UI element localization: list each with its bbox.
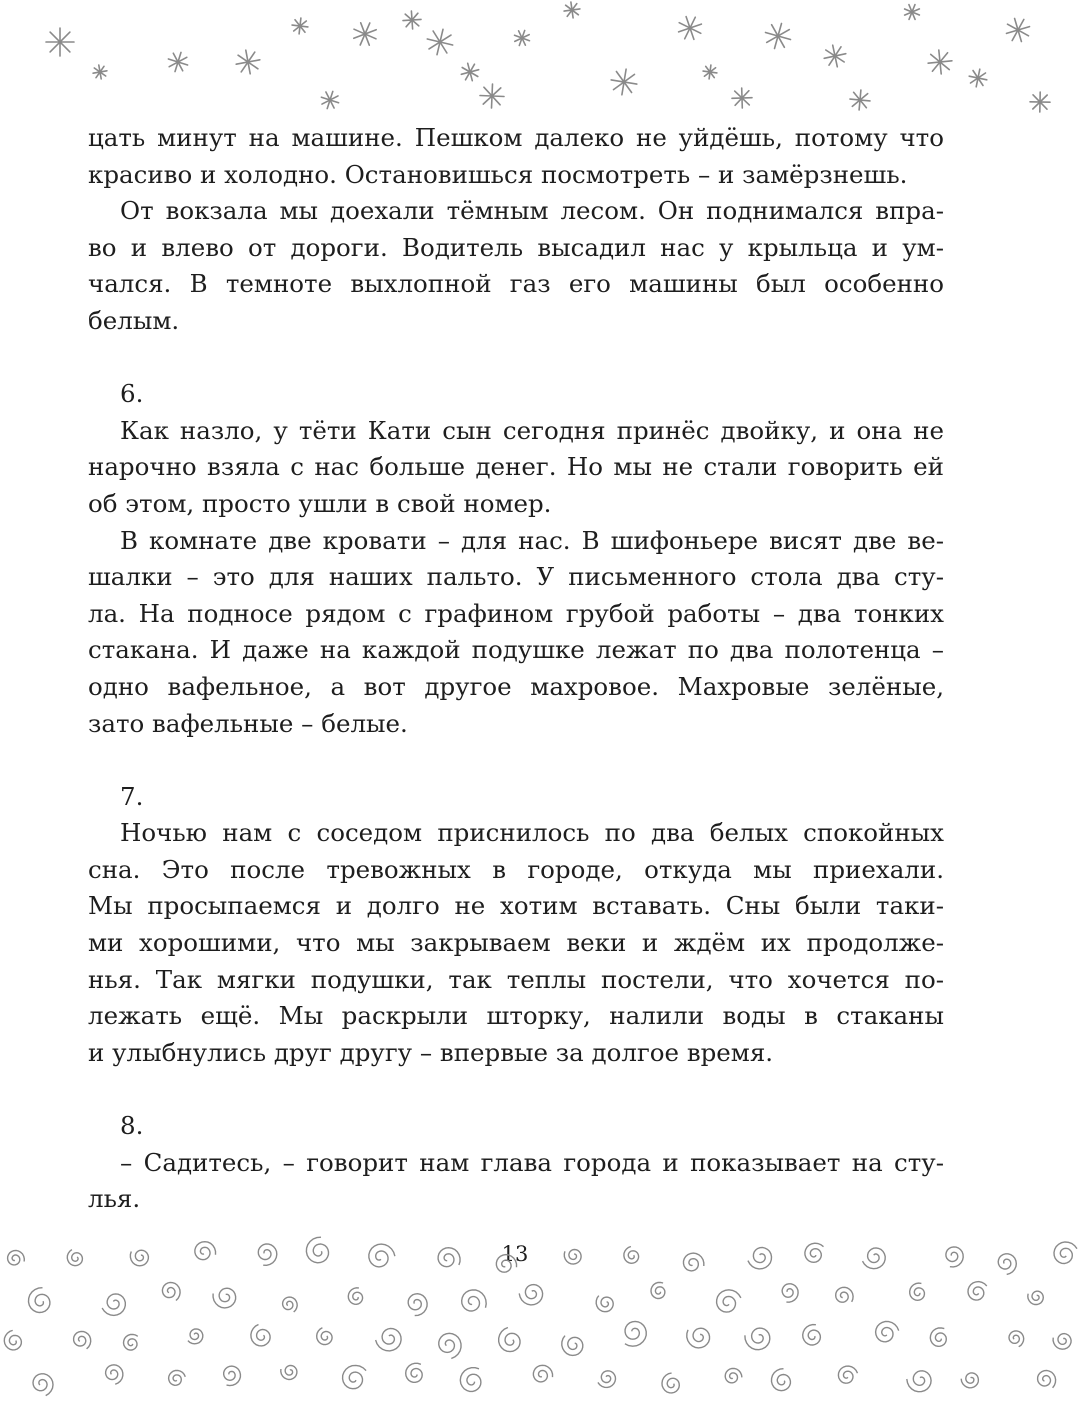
swirl-icon (188, 1329, 203, 1344)
star-icon (611, 69, 637, 95)
swirl-icon (460, 1368, 481, 1392)
swirl-icon (29, 1288, 50, 1313)
star-icon (732, 88, 752, 108)
swirl-icon (876, 1322, 899, 1342)
swirl-icon (687, 1328, 710, 1348)
star-icon (850, 90, 870, 110)
swirl-icon (499, 1328, 520, 1352)
paragraph (88, 815, 944, 1071)
text-line: и улыбнулись друг другу – впервые за долгое время. (88, 1037, 774, 1067)
star-icon (321, 91, 338, 108)
swirl-icon (533, 1365, 552, 1382)
swirl-icon (376, 1329, 402, 1351)
swirl-icon (169, 1370, 186, 1385)
swirl-icon (1009, 1331, 1024, 1347)
text-line: красиво и холодно. Остановишься посмотреть – и замёрзнешь. (88, 159, 908, 189)
star-icon (236, 50, 260, 74)
page-number: 13 (501, 1242, 529, 1266)
text-line: лежать ещё. Мы раскрыли шторку, налили воды в стаканы (88, 1001, 944, 1031)
star-icon (354, 23, 376, 45)
text-line: одно вафельное, а вот другое махровое. Махровые зелёные, (88, 671, 944, 701)
swirl-icon (74, 1331, 91, 1349)
stars-decoration (0, 0, 1080, 130)
swirl-icon (625, 1321, 646, 1346)
text-line: Как назло, у тёти Кати сын сегодня принёс двойку, и она не (120, 415, 944, 445)
swirl-icon (106, 1365, 123, 1385)
swirl-icon (439, 1333, 461, 1358)
swirl-icon (162, 1283, 180, 1301)
swirl-icon (838, 1366, 857, 1383)
swirl-icon (462, 1290, 487, 1311)
swirl-icon (251, 1325, 270, 1346)
text-line: От вокзала мы доехали тёмным лесом. Он поднимался впра- (120, 196, 944, 226)
paragraph-continuation (88, 120, 944, 193)
star-icon (969, 69, 987, 87)
star-icon (1007, 19, 1030, 42)
paragraph (88, 413, 944, 523)
swirl-icon (1038, 1371, 1056, 1388)
text-line: лья. (88, 1184, 141, 1214)
swirl-icon (102, 1294, 125, 1316)
swirl-icon (930, 1328, 946, 1346)
star-icon (679, 17, 702, 40)
swirl-icon (519, 1285, 542, 1305)
star-icon (905, 5, 920, 20)
star-icon (824, 45, 846, 67)
swirl-icon (910, 1283, 925, 1300)
star-icon (46, 28, 74, 56)
paragraph (88, 523, 944, 743)
swirl-icon (4, 1330, 21, 1350)
text-line: шалки – это для наших пальто. У письменного стола два сту- (88, 562, 944, 592)
swirl-icon (283, 1297, 298, 1312)
swirl-icon (725, 1369, 742, 1383)
swirl-icon (1053, 1334, 1071, 1350)
swirl-icon (343, 1365, 367, 1388)
section-number-8: 8. (120, 1111, 144, 1141)
swirl-icon (408, 1294, 427, 1316)
text-line: – Садитесь, – говорит нам глава города и показывает на сту- (120, 1147, 944, 1177)
text-line: нья. Так мягки подушки, так теплы постели, что хочется по- (88, 964, 944, 994)
page-text (88, 120, 944, 1218)
swirl-icon (907, 1371, 931, 1392)
text-line: нарочно взяла с нас больше денег. Но мы не стали говорить ей (88, 452, 944, 482)
swirl-icon (745, 1328, 770, 1350)
paragraph (88, 193, 944, 339)
text-line: сна. Это после тревожных в городе, откуда мы приехали. (88, 854, 944, 884)
text-line: чался. В темноте выхлопной газ его машины был особенно (88, 269, 944, 299)
swirl-icon (717, 1290, 741, 1312)
star-icon (703, 65, 717, 79)
text-line: белым. (88, 305, 180, 335)
paragraph (88, 1145, 944, 1218)
swirl-icon (782, 1284, 798, 1302)
text-line: стакана. И даже на каждой подушке лежат по два полотенца – (88, 635, 944, 665)
swirl-icon (224, 1366, 241, 1386)
star-icon (461, 63, 478, 80)
swirl-icon (961, 1373, 978, 1388)
text-line: ла. На подносе рядом с графином грубой работы – два тонких (88, 598, 944, 628)
swirl-icon (803, 1325, 821, 1345)
star-icon (403, 11, 421, 29)
swirl-icon (317, 1328, 332, 1345)
swirl-icon (213, 1288, 236, 1308)
text-line: Ночью нам с соседом приснилось по два белых спокойных (120, 818, 944, 848)
swirl-icon (598, 1371, 616, 1388)
star-icon (564, 2, 580, 18)
swirl-icon (596, 1296, 613, 1312)
swirl-icon (348, 1288, 362, 1305)
section-number-7: 7. (120, 781, 144, 811)
swirl-icon (836, 1287, 853, 1302)
swirl-icon (662, 1373, 679, 1393)
text-line: зато вафельные – белые. (88, 708, 408, 738)
section-number-6: 6. (120, 379, 144, 409)
star-icon (292, 18, 308, 34)
star-icon (480, 84, 504, 108)
text-line: об этом, просто ушли в свой номер. (88, 488, 552, 518)
star-icon (168, 52, 187, 71)
text-line: ми хорошими, что мы закрываем веки и ждём их продолже- (88, 928, 944, 958)
text-line: во и влево от дороги. Водитель высадил нас у крыльца и ум- (88, 232, 944, 262)
star-icon (928, 50, 952, 74)
swirl-icon (281, 1366, 297, 1380)
star-icon (93, 65, 107, 79)
text-line: Мы просыпаемся и долго не хотим вставать. Сны были таки- (88, 891, 944, 921)
swirl-icon (124, 1334, 138, 1350)
text-line: В комнате две кровати – для нас. В шифоньере висят две ве- (120, 525, 944, 555)
swirl-icon (33, 1374, 53, 1396)
swirl-icon (406, 1363, 423, 1382)
star-icon (515, 31, 530, 46)
text-line: цать минут на машине. Пешком далеко не уйдёшь, потому что (88, 123, 944, 152)
swirl-icon (968, 1282, 987, 1301)
swirl-icon (1028, 1291, 1044, 1304)
swirl-icon (1054, 1242, 1077, 1264)
swirl-icon (772, 1369, 791, 1391)
swirl-icon (651, 1282, 665, 1298)
star-icon (1030, 92, 1050, 112)
swirl-icon (562, 1336, 583, 1356)
star-icon (427, 29, 452, 54)
star-icon (766, 24, 791, 49)
